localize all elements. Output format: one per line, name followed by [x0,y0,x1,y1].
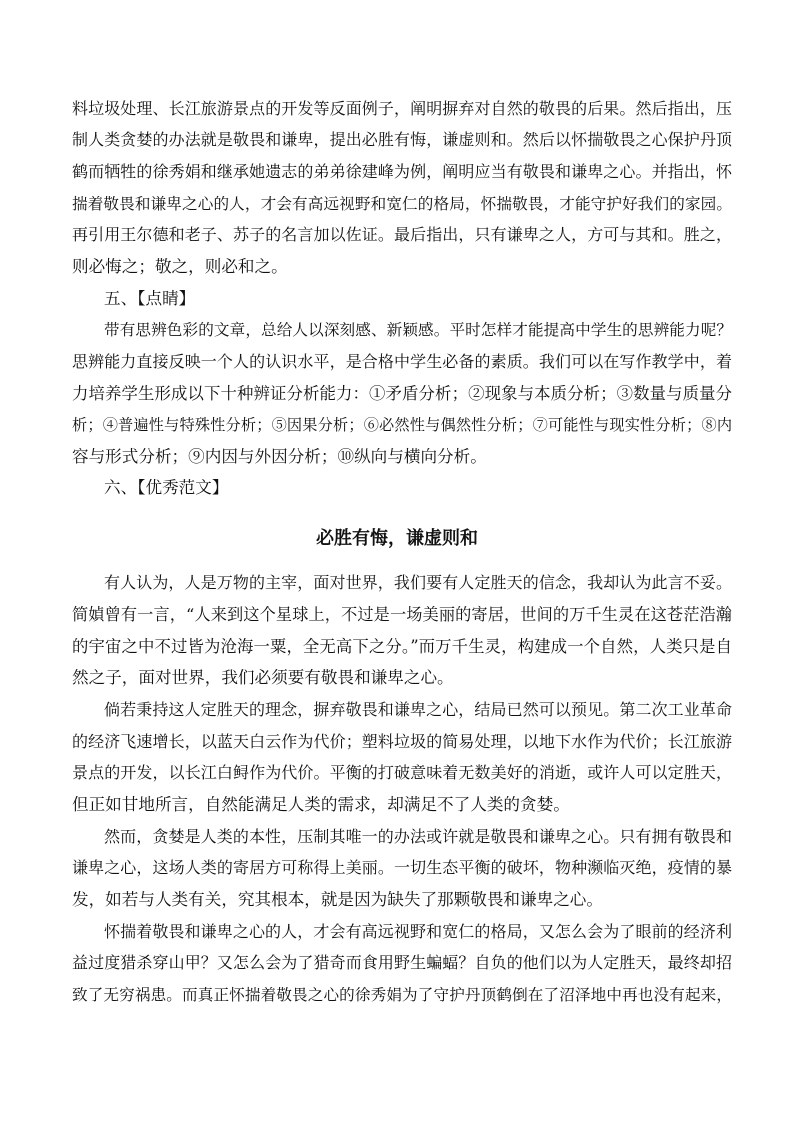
essay-line: 发，如若与人类有关，究其根本，就是因为缺失了那颗敬畏和谦卑之心。 [72,890,603,909]
paragraph-line: 力培养学生形成以下十种辨证分析能力：①矛盾分析；②现象与本质分析；③数量与质量分 [72,384,732,403]
essay-line: 简媜曾有一言，“人来到这个星球上，不过是一场美丽的寄居，世间的万千生灵在这苍茫浩瀚 [72,605,732,624]
essay-line: 的宇宙之中不过皆为沧海一粟，全无高下之分。”而万千生灵，构建成一个自然，人类只是自 [72,637,732,656]
essay-line: 致了无穷祸患。而真正怀揣着敬畏之心的徐秀娟为了守护丹顶鹤倒在了沼泽地中再也没有起来， [72,986,732,1004]
essay-line: 景点的开发，以长江白鲟作为代价。平衡的打破意味着无数美好的消逝，或许人可以定胜天， [72,763,732,782]
paragraph-line: 思辨能力直接反映一个人的认识水平，是合格中学生必备的素质。我们可以在写作教学中，着 [72,352,732,371]
intro-line: 再引用王尔德和老子、苏子的名言加以佐证。最后指出，只有谦卑之人，方可与其和。胜之， [72,225,732,244]
section-heading: 六、【优秀范文】 [104,478,229,497]
intro-line: 则必悔之；敬之，则必和之。 [72,257,288,276]
intro-line: 揣着敬畏和谦卑之心的人，才会有高远视野和宽仁的格局，怀揣敬畏，才能守护好我们的家园。 [72,195,732,213]
paragraph-line: 容与形式分析；⑨内因与外因分析；⑩纵向与横向分析。 [72,447,487,466]
paragraph-line: 带有思辨色彩的文章，总给人以深刻感、新颖感。平时怎样才能提高中学生的思辨能力呢？ [104,321,732,339]
intro-line: 料垃圾处理、长江旅游景点的开发等反面例子，阐明摒弃对自然的敬畏的后果。然后指出，压 [72,99,732,118]
paragraph-line: 析；④普遍性与特殊性分析；⑤因果分析；⑥必然性与偶然性分析；⑦可能性与现实性分析；⑧内 [72,416,732,434]
essay-title: 必胜有悔，谦虚则和 [316,528,478,549]
intro-line: 鹤而牺牲的徐秀娟和继承她遗志的弟弟徐建峰为例，阐明应当有敬畏和谦卑之心。并指出，怀 [72,162,732,181]
essay-line: 然之子，面对世界，我们必须要有敬畏和谦卑之心。 [72,668,454,687]
section-heading: 五、【点睛】 [104,289,196,308]
intro-line: 制人类贪婪的办法就是敬畏和谦卑，提出必胜有悔，谦虚则和。然后以怀揣敬畏之心保护丹顶 [72,130,732,149]
essay-line: 怀揣着敬畏和谦卑之心的人，才会有高远视野和宽仁的格局，又怎么会为了眼前的经济利 [104,922,732,941]
essay-line: 的经济飞速增长，以蓝天白云作为代价；塑料垃圾的简易处理，以地下水作为代价；长江旅游 [72,732,732,751]
essay-line: 然而，贪婪是人类的本性，压制其唯一的办法或许就是敬畏和谦卑之心。只有拥有敬畏和 [104,827,732,846]
essay-line: 益过度猎杀穿山甲？又怎么会为了猎奇而食用野生蝙蝠？自负的他们以为人定胜天，最终却招 [72,953,732,972]
essay-line: 但正如甘地所言，自然能满足人类的需求，却满足不了人类的贪婪。 [72,795,570,814]
essay-line: 有人认为，人是万物的主宰，面对世界，我们要有人定胜天的信念，我却认为此言不妥。 [104,573,732,592]
essay-line: 谦卑之心，这场人类的寄居方可称得上美丽。一切生态平衡的破坏，物种濒临灭绝，疫情的暴 [72,858,732,877]
essay-line: 倘若秉持这人定胜天的理念，摒弃敬畏和谦卑之心，结局已然可以预见。第二次工业革命 [104,700,732,719]
